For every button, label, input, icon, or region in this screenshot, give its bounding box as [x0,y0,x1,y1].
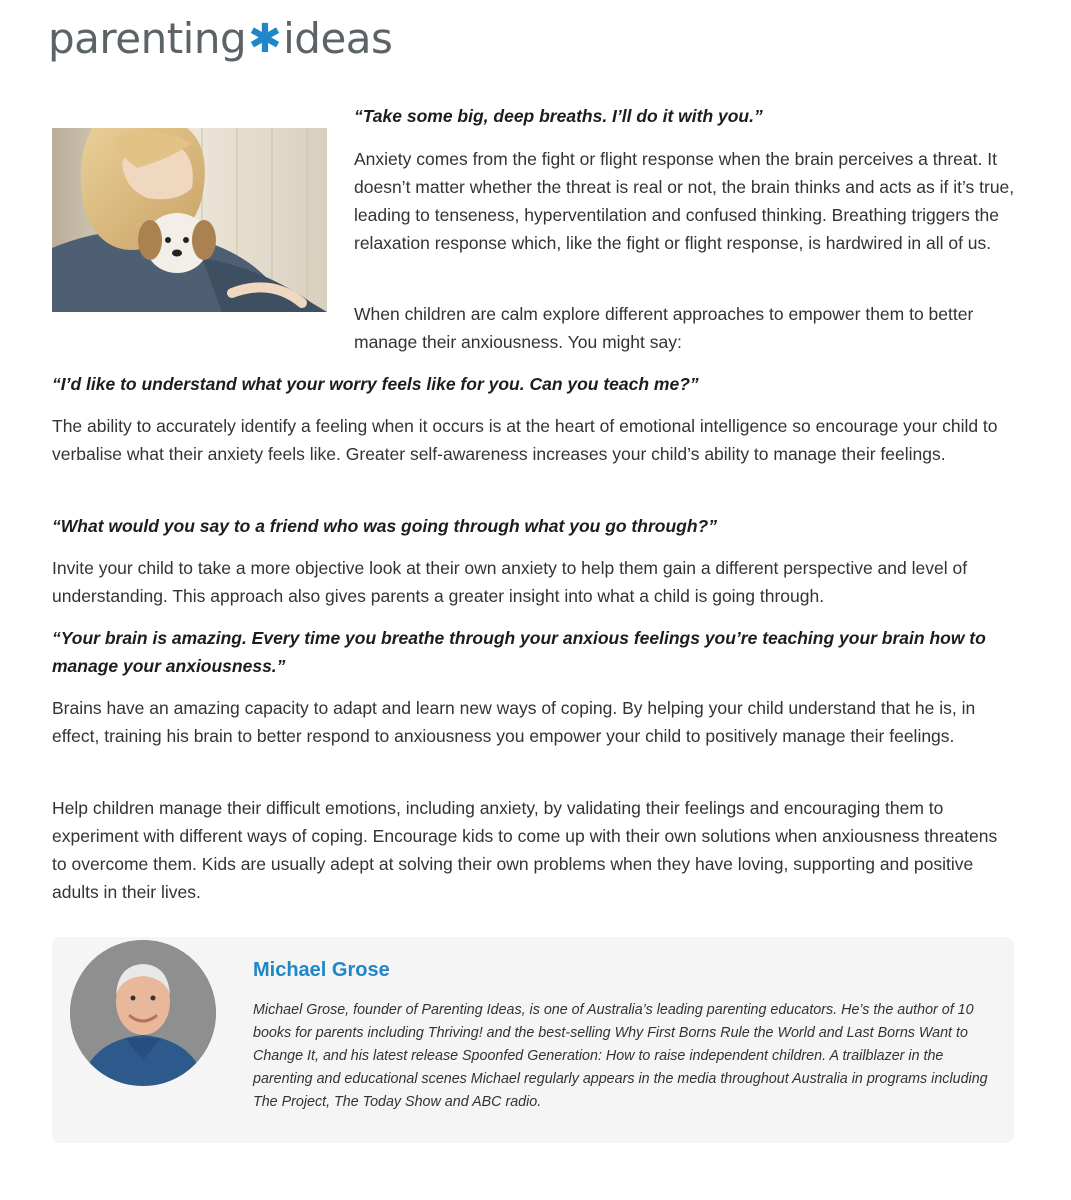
paragraph-brains-adapt: Brains have an amazing capacity to adapt and learn new ways of coping. By helping your child understand that he is, in effect, training his brain to better respond to anxiousness you empower your child to positively manage their feelings. [52,698,976,746]
girl-hugging-dog-photo [52,128,327,312]
paragraph-identify-feeling: The ability to accurately identify a feeling when it occurs is at the heart of emotional intelligence so encourage your child to verbalise what their anxiety feels like. Greater self-awareness increases your child’s ability to manage their feelings. [52,416,998,464]
quote-understand-worry: “I’d like to understand what your worry feels like for you. Can you teach me?” [52,374,699,394]
avatar [70,940,216,1086]
author-bio-card [52,937,1014,1143]
parenting-ideas-logo[interactable] [48,14,392,64]
paragraph-when-calm: When children are calm explore different approaches to empower them to better manage their anxiousness. You might say: [354,304,974,352]
asterisk-icon: ✱ [248,16,282,62]
logo-word-ideas: ideas [283,14,393,63]
logo-word-parenting: parenting [48,14,247,63]
quote-friend: “What would you say to a friend who was going through what you go through?” [52,516,717,536]
author-name: Michael Grose [253,959,390,981]
author-bio-text: Michael Grose, founder of Parenting Ideas, is one of Australia’s leading parenting educators. He’s the author of 10 books for parents including Thriving! and the best-selling Why First Borns Rule the World and Last Borns Want to Change It, and his latest release Spoonfed Generation: How to raise independent children. A trailblazer in the parenting and educational scenes Michael regularly appears in the media throughout Australia in programs including The Project, The Today Show and ABC radio. [253,1002,988,1110]
quote-brain-amazing: “Your brain is amazing. Every time you breathe through your anxious feelings you’re teaching your brain how to manage your anxiousness.” [52,628,986,676]
paragraph-help-children: Help children manage their difficult emotions, including anxiety, by validating their feelings and encouraging them to experiment with different ways of coping. Encourage kids to come up with their own solutions when anxiousness threatens to overcome them. Kids are usually adept at solving their own problems when they have loving, supporting and positive adults in their lives. [52,798,998,902]
quote-deep-breaths: “Take some big, deep breaths. I’ll do it with you.” [354,106,763,126]
paragraph-objective-look: Invite your child to take a more objective look at their own anxiety to help them gain a different perspective and level of understanding. This approach also gives parents a greater insight into what a child is going through. [52,558,968,606]
paragraph-anxiety-response: Anxiety comes from the fight or flight response when the brain perceives a threat. It doesn’t matter whether the threat is real or not, the brain thinks and acts as if it’s true, leading to tenseness, hyperventilation and confused thinking. Breathing triggers the relaxation response which, like the fight or flight response, is hardwired in all of us. [354,149,1015,253]
